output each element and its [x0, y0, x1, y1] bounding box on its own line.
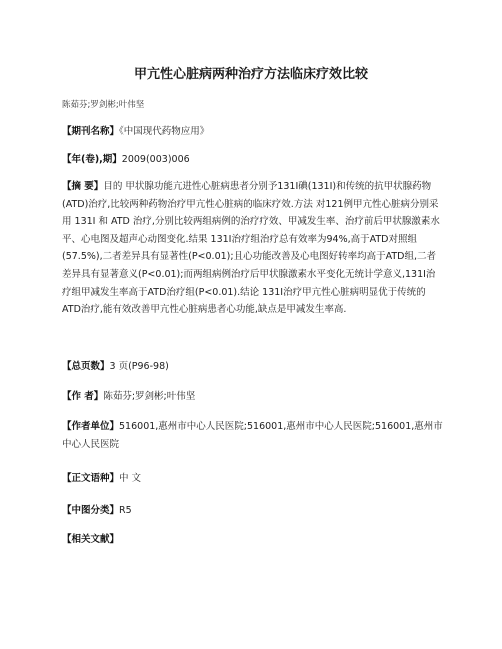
language-label: 【正文语种】 [62, 473, 120, 484]
journal-label: 【期刊名称】 [62, 126, 120, 137]
abstract-text: 目的 甲状腺功能亢进性心脏病患者分别予131I碘(131I)和传统的抗甲状腺药物(ATD)治疗,比较两种药物治疗甲亢性心脏病的临床疗效.方法 对121例甲亢性心脏病分别采用 131I 和 ATD 治疗,分别比较两组病例的治疗疗效、甲减发生率、治疗前后甲状腺激素水平、心电图及超声心动图变化.结果 131I治疗组治疗总有效率为94%,高于ATD对照组(57.5%),二者差异具有显著性(P<0.01);且心功能改善及心电图好转率均高于ATD组,二者差异具有显著意义(P<0.01);而两组病例治疗后甲状腺激素水平变化无统计学意义,131I治疗组甲减发生率高于ATD治疗组(P<0.01).结论 131I治疗甲亢性心脏病明显优于传统的ATD治疗,能有效改善甲亢性心脏病患者心功能,缺点是甲减发生率高. [62, 181, 440, 316]
journal-field [62, 123, 444, 141]
classification-field [62, 502, 444, 520]
abstract-field [62, 178, 444, 319]
journal-value: 《中国现代药物应用》 [119, 126, 210, 137]
document-title: 甲亢性心脏病两种治疗方法临床疗效比较 [133, 67, 368, 82]
language-value: 中 文 [119, 473, 142, 484]
affiliation-field [62, 418, 444, 454]
classification-label: 【中图分类】 [62, 505, 120, 516]
related-field [62, 531, 444, 549]
abstract-label: 【摘 要】 [62, 181, 104, 192]
related-label: 【相关文献】 [62, 534, 120, 545]
pages-label: 【总页数】 [62, 361, 110, 372]
year-issue-value: 2009(003)006 [121, 154, 190, 165]
authors-label: 【作 者】 [62, 391, 104, 402]
pages-field [62, 358, 444, 376]
language-field [62, 470, 444, 488]
year-issue-label: 【年(卷),期】 [62, 154, 122, 165]
author-line: 陈茹芬;罗剑彬;叶伟坚 [62, 100, 145, 110]
authors-value: 陈茹芬;罗剑彬;叶伟坚 [103, 391, 196, 402]
authors-field [62, 388, 444, 406]
affiliation-label: 【作者单位】 [62, 421, 120, 432]
pages-value: 3 页(P96-98) [109, 361, 169, 372]
year-issue-field [62, 151, 444, 169]
affiliation-value: 516001,惠州市中心人民医院;516001,惠州市中心人民医院;516001,惠州市中心人民医院 [62, 421, 443, 450]
classification-value: R5 [119, 505, 132, 516]
